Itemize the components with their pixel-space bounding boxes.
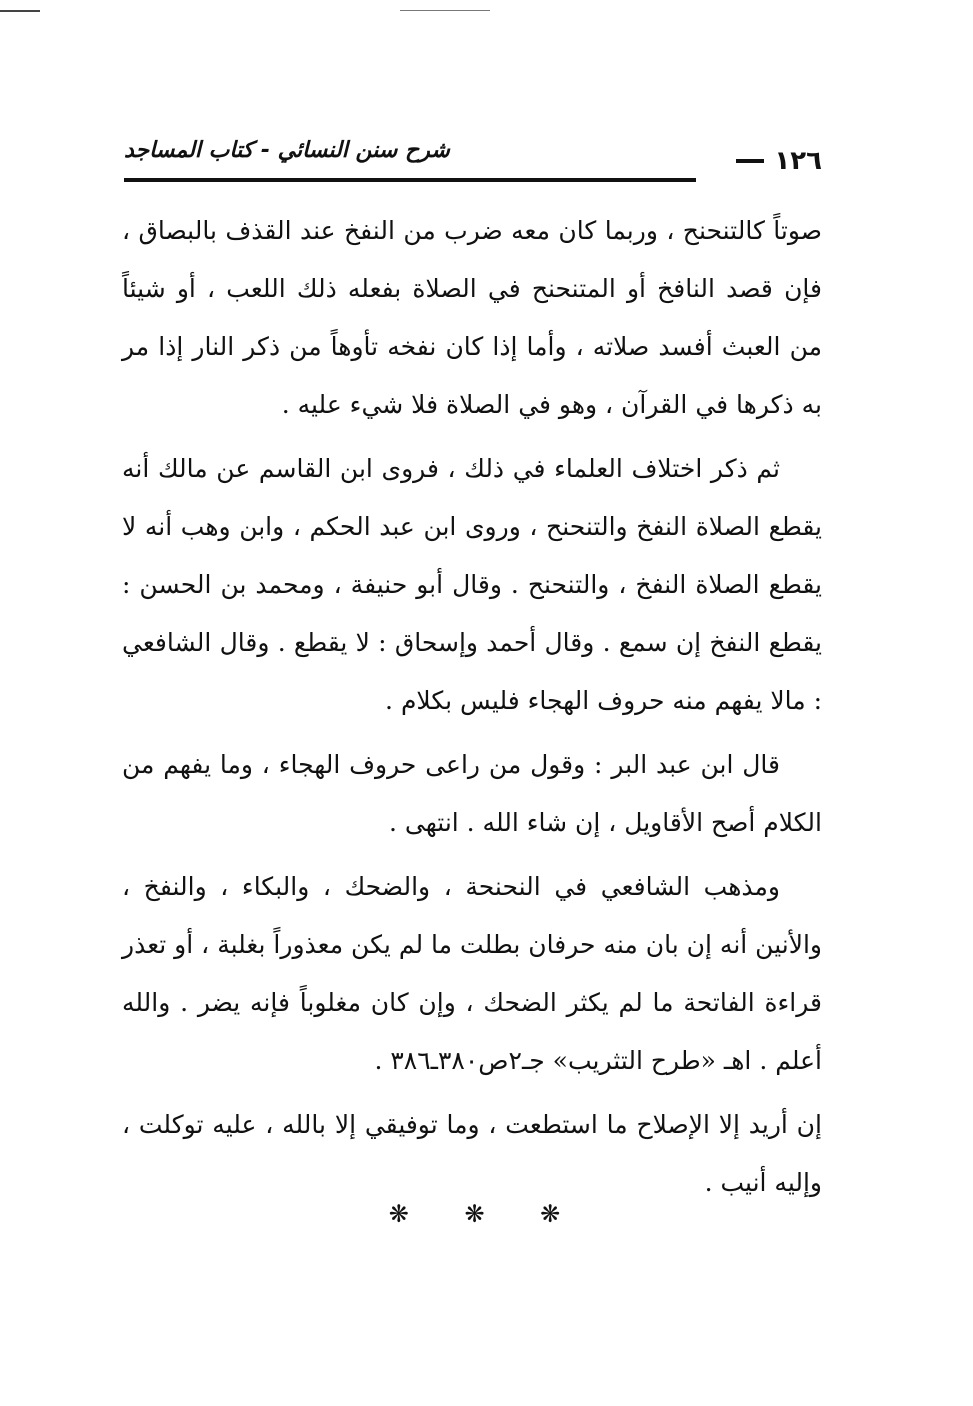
page-number-dash xyxy=(736,159,764,163)
header-rule xyxy=(124,178,696,182)
page-number: ١٢٦ xyxy=(774,146,822,176)
paragraph-3: قال ابن عبد البر : وقول من راعى حروف الهجاء ، وما يفهم من الكلام أصح الأقاويل ، إن شاء الله . انتهى . xyxy=(122,750,822,837)
paragraph-5: إن أريد إلا الإصلاح ما استطعت ، وما توفيقي إلا بالله ، عليه توكلت ، وإليه أنيب . xyxy=(122,1110,822,1197)
paragraph-2: ثم ذكر اختلاف العلماء في ذلك ، فروى ابن القاسم عن مالك أنه يقطع الصلاة النفخ والتنحنح ، وروى ابن عبد الحكم ، وابن وهب أنه لا يقطع الصلاة النفخ ، والتنحنح . وقال أبو حنيفة ، ومحمد بن الحسن : يقطع النفخ إن سمع . وقال أحمد وإسحاق : لا يقطع . وقال الشافعي : مالا يفهم منه حروف الهجاء فليس بكلام . xyxy=(122,454,822,715)
page-number-block xyxy=(736,146,822,176)
paragraph-4: ومذهب الشافعي في النحنحة ، والضحك ، والبكاء ، والنفخ ، والأنين أنه إن بان منه حرفان بطلت ما لم يكن معذوراً بغلبة ، أو تعذر قراءة الفاتحة ما لم يكثر الضحك ، وإن كان مغلوباً فإنه يضر . والله أعلم . اهـ «طرح التثريب» جـ٢ص٣٨٠ـ٣٨٦ . xyxy=(122,872,822,1075)
top-edge-rule-left xyxy=(0,10,40,12)
paragraph-1: صوتاً كالتنحنح ، وربما كان معه ضرب من النفخ عند القذف بالبصاق ، فإن قصد النافخ أو المتنحنح في الصلاة بفعله ذلك اللعب ، أو شيئاً من العبث أفسد صلاته ، وأما إذا كان نفخه تأوهاً من ذكر النار إذا مر به ذكرها في القرآن ، وهو في الصلاة فلا شيء عليه . xyxy=(122,216,822,419)
section-end-ornament: ❋ ❋ ❋ xyxy=(388,1200,585,1228)
body-text xyxy=(122,202,822,1218)
top-edge-rule-center xyxy=(400,10,490,11)
running-title: شرح سنن النسائي - كتاب المساجد xyxy=(124,138,450,163)
page-header xyxy=(124,138,822,182)
